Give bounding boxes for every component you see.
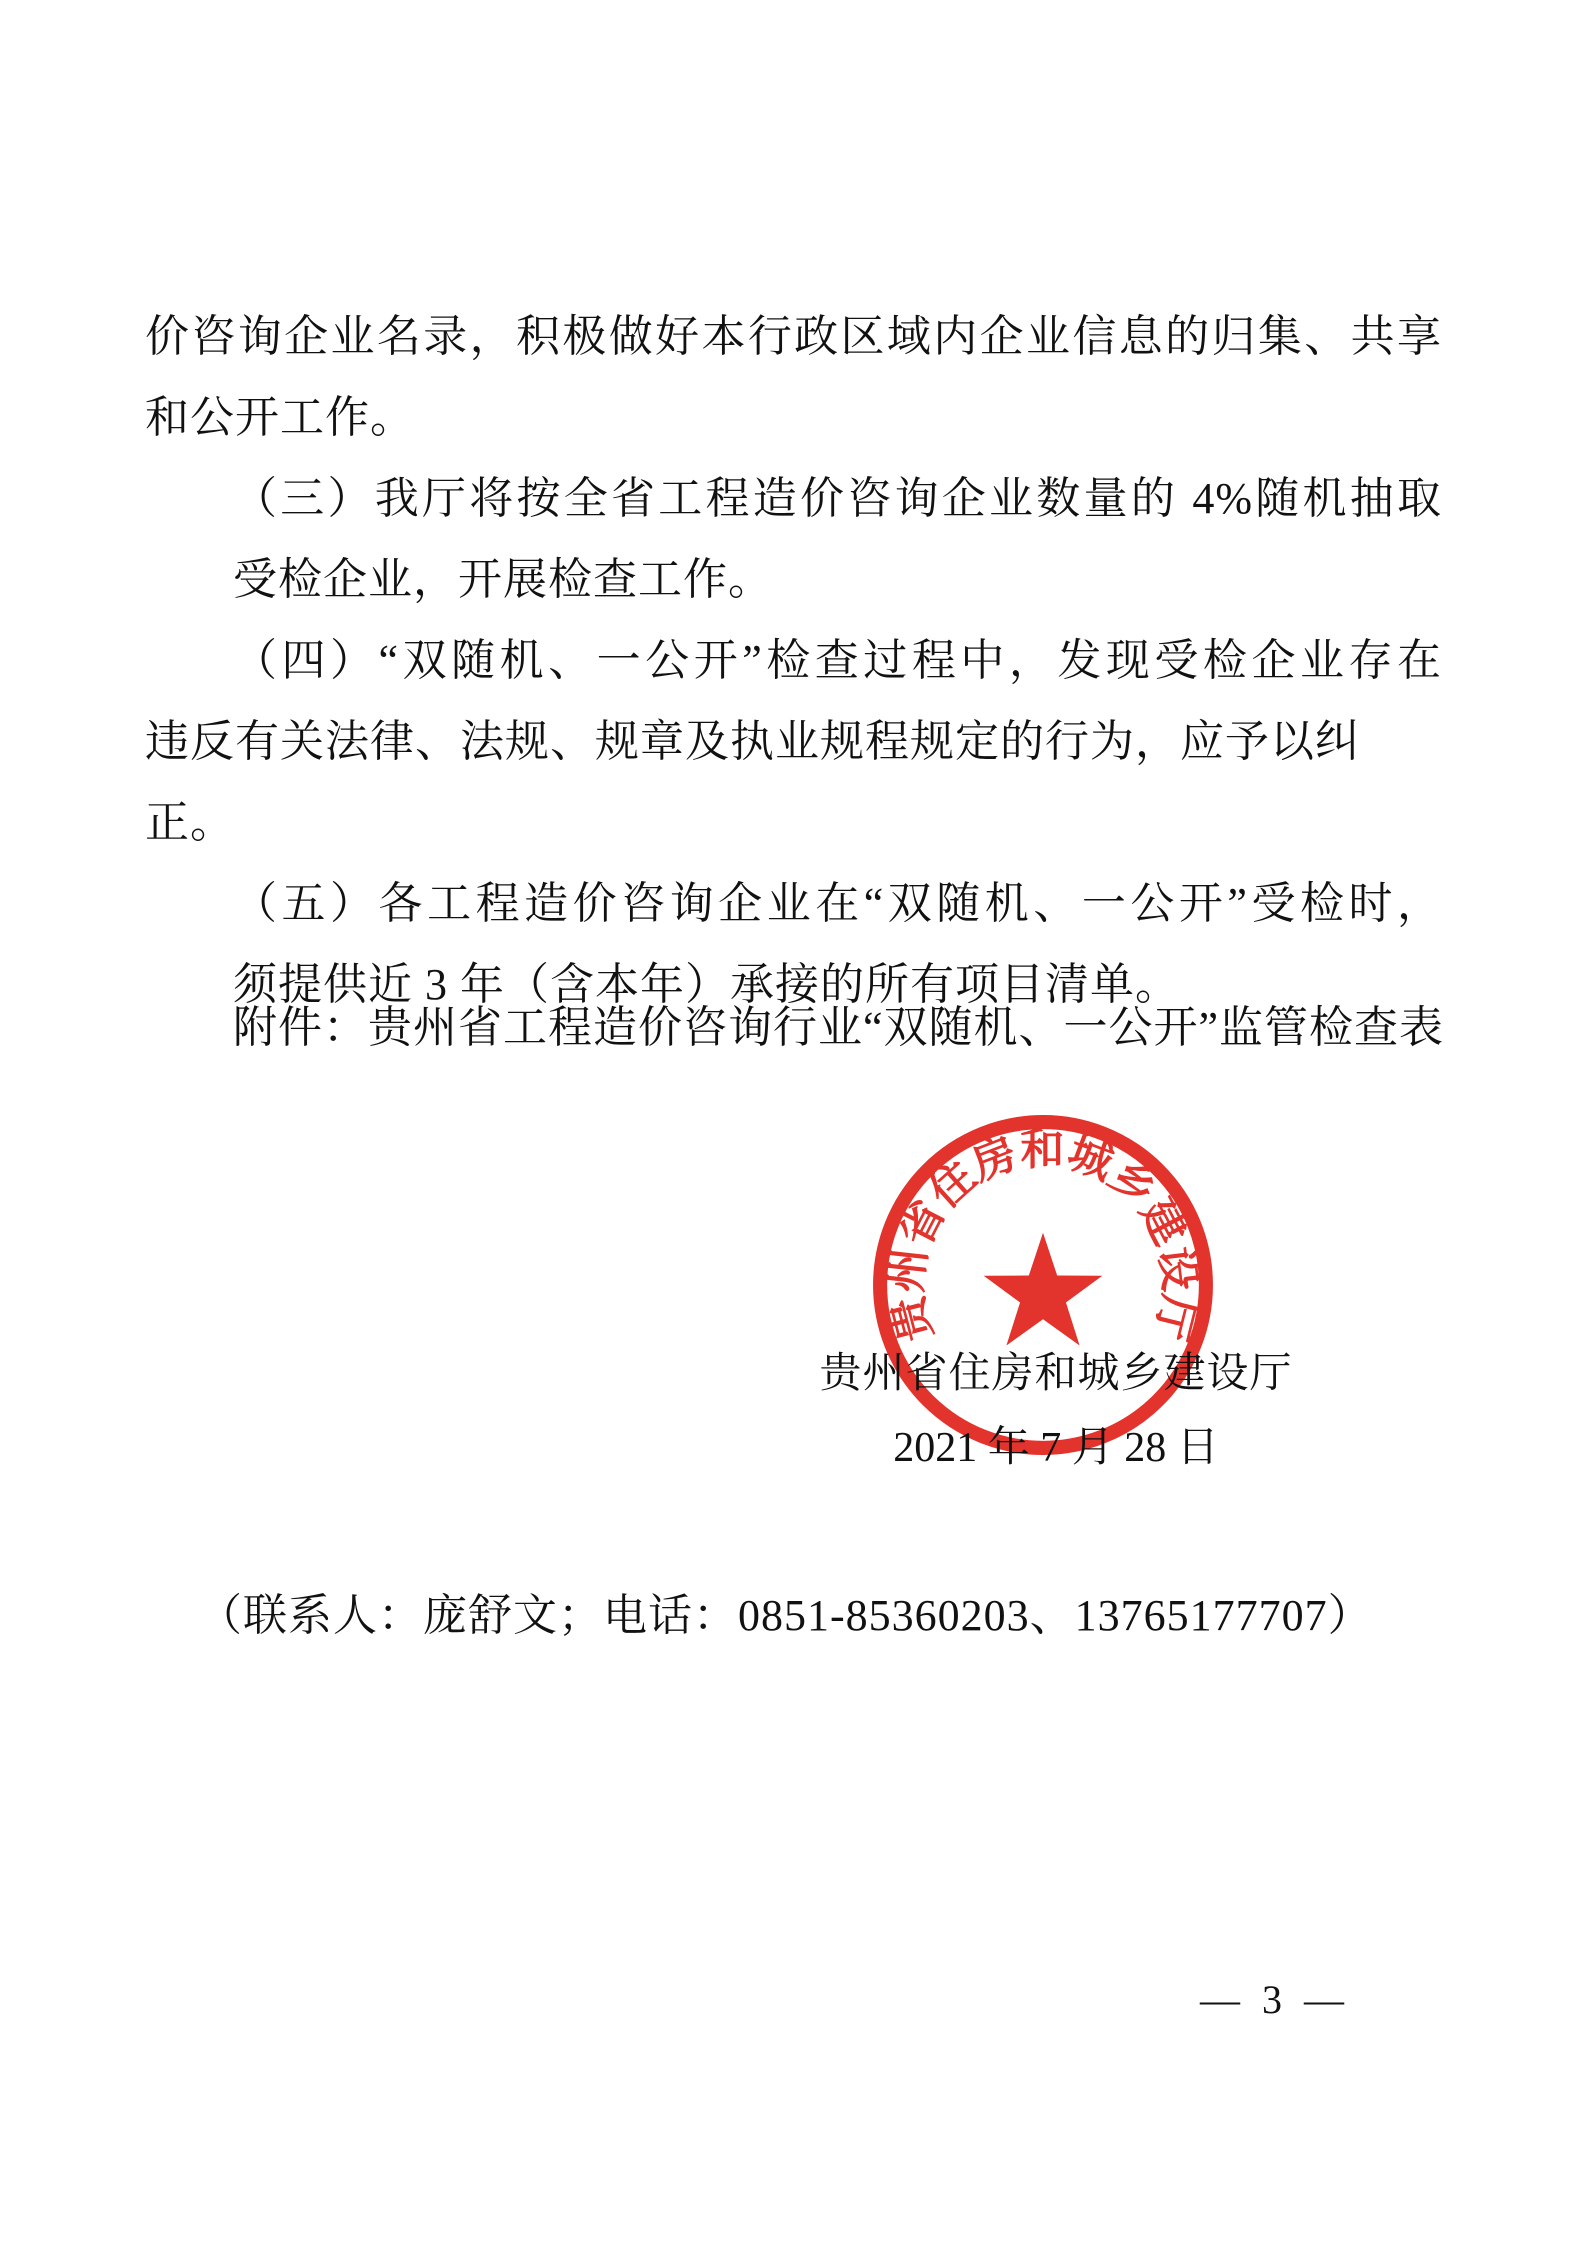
issuer-signature: 贵州省住房和城乡建设厅 [819, 1351, 1293, 1397]
contact-line: （联系人：庞舒文；电话：0851-85360203、13765177707） [198, 1591, 1373, 1640]
body-text [145, 296, 1442, 1025]
seal-text: 贵州省住房和城乡建设厅 [881, 1125, 1205, 1347]
issue-date: 2021 年 7 月 28 日 [893, 1425, 1219, 1471]
attachment-line: 附件：贵州省工程造价咨询行业“双随机、一公开”监管检查表 [233, 1003, 1445, 1052]
body-line: 受检企业，开展检查工作。 [233, 555, 773, 604]
body-line: 价咨询企业名录，积极做好本行政区域内企业信息的归集、共享 [145, 312, 1442, 361]
body-line: （五）各工程造价咨询企业在“双随机、一公开”受检时， [233, 879, 1442, 928]
seal-star-icon [984, 1233, 1103, 1346]
body-line: 和公开工作。 [145, 393, 415, 442]
body-line: 须提供近 3 年（含本年）承接的所有项目清单。 [233, 960, 1180, 1009]
body-line: 违反有关法律、法规、规章及执业规程规定的行为，应予以纠正。 [145, 717, 1360, 847]
official-seal-stamp-icon [866, 1108, 1220, 1462]
page-number: — 3 — [1200, 1977, 1350, 2022]
body-line: （三）我厅将按全省工程造价咨询企业数量的 4%随机抽取 [233, 474, 1442, 523]
body-line: （四）“双随机、一公开”检查过程中，发现受检企业存在 [233, 636, 1442, 685]
